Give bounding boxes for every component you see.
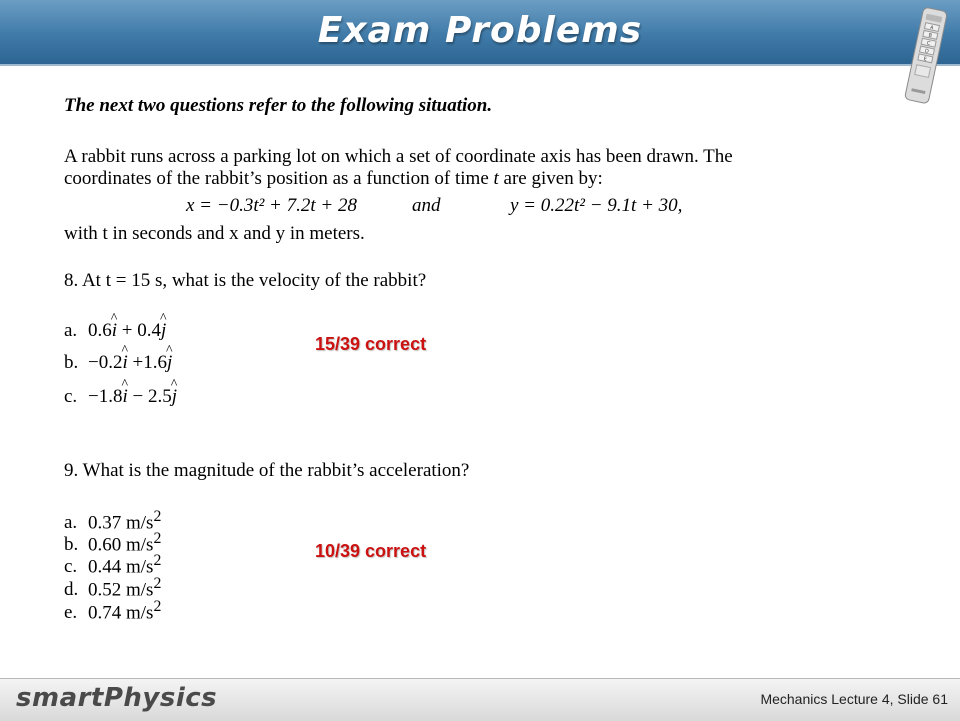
situation-line-1: A rabbit runs across a parking lot on which a set of coordinate axis has been drawn. The <box>64 146 733 167</box>
svg-text:B: B <box>927 32 933 40</box>
equation-x: x = −0.3t² + 7.2t + 28 <box>186 195 357 216</box>
question-9-option-b: b. 0.60 $m/s^2$ <box>64 530 162 556</box>
question-8-option-c: c. −1.8i ^ − 2.5j ^ <box>64 386 177 408</box>
svg-text:C: C <box>926 40 931 47</box>
question-9-option-e: e. 0.74 $m/s^2$ <box>64 598 162 624</box>
question-8-option-b: b. −0.2i ^ +1.6j ^ <box>64 352 172 374</box>
question-8-result: 15/39 correct <box>315 334 427 354</box>
clicker-remote-icon <box>900 6 948 104</box>
footer-bar <box>0 678 960 721</box>
question-9-text: 9. What is the magnitude of the rabbit’s acceleration? <box>64 460 470 481</box>
intro-text: The next two questions refer to the following situation. <box>64 95 493 116</box>
equation-and: and <box>412 195 441 216</box>
slide-title: Exam Problems <box>317 10 643 51</box>
question-8-option-a: a. 0.6i ^ + 0.4j ^ <box>64 320 166 342</box>
question-9-option-a: a. 0.37 $m/s^2$ <box>64 508 162 534</box>
question-9-result: 10/39 correct <box>315 541 427 561</box>
question-8-text: 8. At t = 15 s, what is the velocity of the rabbit? <box>64 270 427 291</box>
units-line: with t in seconds and x and y in meters. <box>64 223 365 244</box>
smartphysics-logo: smartPhysics <box>16 683 218 713</box>
equation-y: y = 0.22t² − 9.1t + 30, <box>510 195 683 216</box>
title-bar <box>0 0 960 66</box>
svg-text:E: E <box>922 56 928 63</box>
situation-line-2: coordinates of the rabbit’s position as a function of time t are given by: <box>64 168 603 189</box>
svg-text:A: A <box>929 24 935 32</box>
question-9-option-d: d. 0.52 $m/s^2$ <box>64 575 162 601</box>
slide-info: Mechanics Lecture 4, Slide 61 <box>760 691 948 707</box>
question-9-option-c: c. 0.44 $m/s^2$ <box>64 552 162 578</box>
svg-text:D: D <box>924 48 930 55</box>
